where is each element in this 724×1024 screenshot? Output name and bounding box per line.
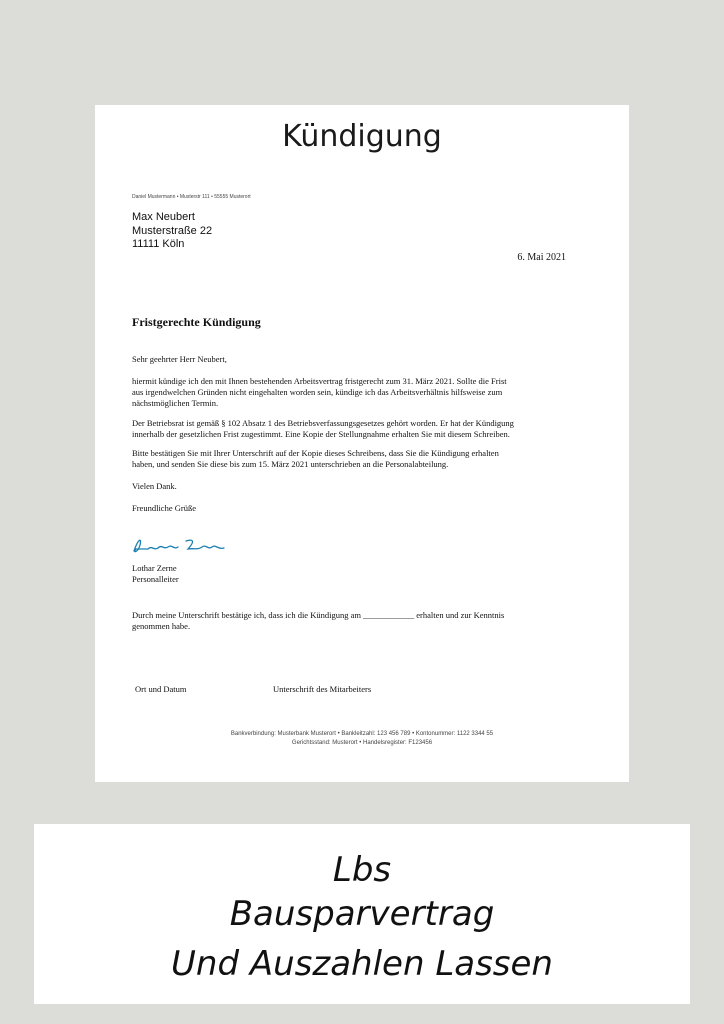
- recipient-address: [132, 211, 212, 252]
- letter-subject: Fristgerechte Kündigung: [132, 315, 261, 329]
- title-banner: [34, 824, 690, 1004]
- recipient-street: Musterstraße 22: [132, 224, 213, 237]
- signer-name: Lothar Zerne: [132, 563, 177, 573]
- letter-date: 6. Mai 2021: [517, 252, 566, 263]
- closing-line: Freundliche Grüße: [132, 503, 196, 513]
- banner-line-3: Und Auszahlen Lassen: [171, 944, 553, 984]
- signer-block: [132, 563, 179, 585]
- letter-footer: [95, 730, 629, 748]
- banner-line-1: Lbs: [332, 850, 392, 890]
- body-paragraph: Bitte bestätigen Sie mit Ihrer Unterschrift auf der Kopie dieses Schreibens, dass Sie die Kündigung erhalten haben, und senden Sie diese bis zum 15. März 2021 unterschrieben an die Personalabteilung.: [132, 448, 499, 469]
- employee-signature-label: Unterschrift des Mitarbeiters: [273, 684, 372, 694]
- recipient-city: 11111 Köln: [132, 238, 185, 250]
- salutation: Sehr geehrter Herr Neubert,: [132, 354, 227, 364]
- document-heading: Kündigung: [282, 119, 442, 154]
- footer-bank-details: Bankverbindung: Musterbank Musterort • Bankleitzahl: 123 456 789 • Kontonummer: 1122 3344 55: [230, 731, 494, 737]
- thanks-line: Vielen Dank.: [132, 481, 177, 491]
- body-paragraph: Der Betriebsrat ist gemäß § 102 Absatz 1 des Betriebsverfassungsgesetzes gehört worden. Er hat der Kündigung innerhalb der gesetzlichen Frist zugestimmt. Eine Kopie der Stellungnahme erhalten Sie mit diesem Schreiben.: [132, 418, 514, 439]
- banner-line-2: Bausparvertrag: [229, 894, 495, 934]
- body-paragraph: hiermit kündige ich den mit Ihnen bestehenden Arbeitsvertrag fristgerecht zum 31. März 2021. Sollte die Frist aus irgendwelchen Gründen nicht eingehalten worden sein, kündige ich das Arbeitsverhältnis hilfsweise zum nächstmöglichen Termin.: [132, 376, 507, 408]
- recipient-name: Max Neubert: [132, 211, 195, 223]
- place-date-label: Ort und Datum: [135, 684, 187, 694]
- signer-title: Personalleiter: [132, 574, 179, 584]
- receipt-confirmation: Durch meine Unterschrift bestätige ich, dass ich die Kündigung am ____________ erhalten und zur Kenntnis genommen habe.: [132, 610, 505, 631]
- sender-address-line: Daniel Mustermann • Musterstr 111 • 55555 Musterort: [132, 194, 251, 200]
- letter-body: [132, 354, 592, 514]
- footer-registry: Gerichtsstand: Musterort • Handelsregister: F123456: [291, 740, 433, 746]
- letter-sheet: [95, 105, 629, 782]
